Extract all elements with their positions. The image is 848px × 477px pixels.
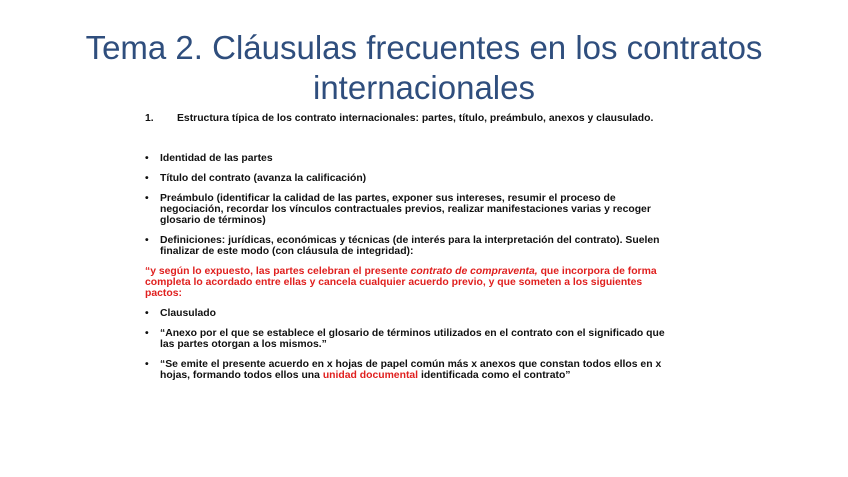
bullet-item-emite [145, 359, 665, 381]
integrity-clause-start: “y según lo expuesto, las partes celebran el presente [145, 266, 411, 277]
bullet-icon: • [145, 235, 149, 246]
bullet-text: Título del contrato (avanza la calificación) [160, 173, 367, 184]
bullet-text: Preámbulo (identificar la calidad de las partes, exponer sus intereses, resumir el proceso de negociación, recordar los vínculos contractuales previos, realizar manifestaciones varias y recoger glosario de términos) [160, 193, 651, 226]
list-number: 1. [145, 113, 154, 124]
bullet-icon: • [145, 359, 149, 370]
bullet-item-anexo [145, 328, 665, 350]
emite-text-end: identificada como el contrato” [418, 370, 571, 381]
bullet-text: Clausulado [160, 308, 217, 319]
unidad-documental-highlight: unidad documental [322, 370, 419, 381]
numbered-item-text: Estructura típica de los contrato internacionales: partes, título, preámbulo, anexos y clausulado. [177, 113, 654, 124]
bullet-icon: • [145, 308, 149, 319]
bullet-text: Definiciones: jurídicas, económicas y técnicas (de interés para la interpretación del contrato). Suelen finalizar de este modo (con cláusula de integridad): [160, 235, 660, 257]
bullet-item-identidad [145, 153, 665, 164]
slide-content [145, 113, 665, 390]
bullet-item-clausulado [145, 308, 665, 319]
numbered-item [145, 113, 665, 124]
bullet-icon: • [145, 328, 149, 339]
bullet-item-preambulo [145, 193, 665, 226]
slide-title: Tema 2. Cláusulas frecuentes en los contratos internacionales [85, 29, 763, 106]
bullet-item-definiciones [145, 235, 665, 257]
integrity-clause-end: que incorpora de forma completa lo acordado entre ellas y cancela cualquier acuerdo previo, y que someten a los siguientes pactos: [145, 266, 657, 299]
integrity-clause-paragraph [145, 266, 665, 299]
bullet-text [160, 359, 665, 381]
emite-text-start: “Se emite el presente acuerdo en x hojas de papel común más x anexos que constan todos ellos en x hojas, formando todos ellos una [160, 359, 662, 381]
bullet-item-titulo [145, 173, 665, 184]
integrity-clause-contract-type: contrato de compraventa, [410, 266, 538, 277]
bullet-icon: • [145, 193, 149, 204]
bullet-text: “Anexo por el que se establece el glosario de términos utilizados en el contrato con el significado que las partes otorgan a los mismos.” [160, 328, 665, 350]
bullet-icon: • [145, 173, 149, 184]
bullet-text: Identidad de las partes [160, 153, 273, 164]
bullet-icon: • [145, 153, 149, 164]
